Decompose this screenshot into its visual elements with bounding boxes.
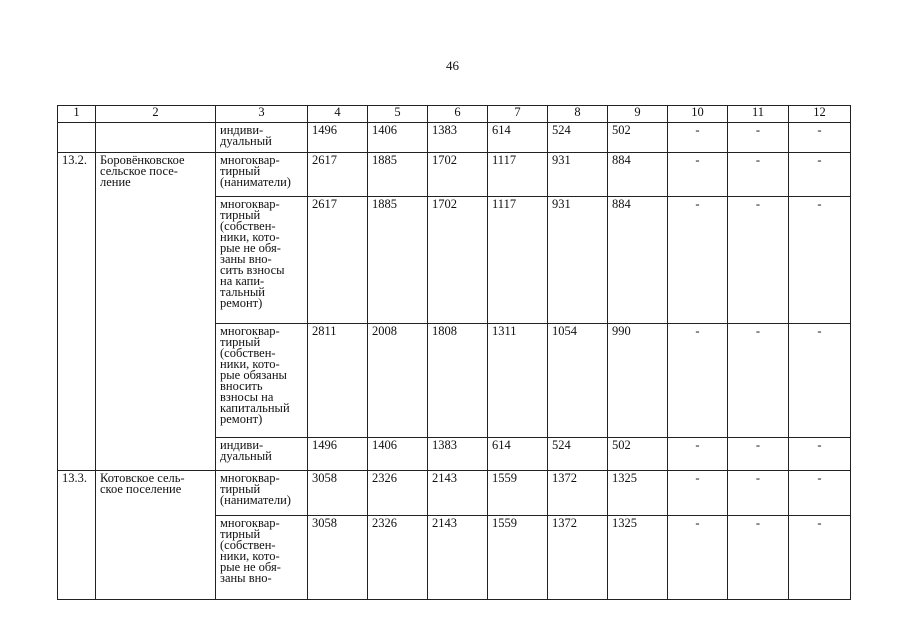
value-cell: 884 — [608, 197, 668, 324]
value-cell: 2143 — [428, 471, 488, 516]
table-row — [58, 153, 851, 197]
value-cell: 1885 — [368, 153, 428, 197]
page-number: 46 — [446, 58, 459, 73]
dash-cell: - — [668, 153, 728, 197]
dash-cell: - — [668, 516, 728, 600]
dash-cell: - — [728, 324, 789, 438]
value-cell: 884 — [608, 153, 668, 197]
dash-cell: - — [728, 438, 789, 471]
value-cell: 1496 — [308, 123, 368, 153]
value-cell: 1559 — [488, 516, 548, 600]
dash-cell: - — [789, 197, 851, 324]
value-cell: 1383 — [428, 123, 488, 153]
housing-type-cell: многоквар- тирный (собствен- ники, кото- рые обязаны вносить взносы на капитальный ремонт) — [216, 324, 308, 438]
value-cell: 1372 — [548, 471, 608, 516]
value-cell: 1372 — [548, 516, 608, 600]
dash-cell: - — [728, 516, 789, 600]
dash-cell: - — [789, 438, 851, 471]
value-cell: 3058 — [308, 471, 368, 516]
row-number-cell: 13.2. — [58, 153, 96, 471]
value-cell: 1496 — [308, 438, 368, 471]
value-cell: 2811 — [308, 324, 368, 438]
value-cell: 1885 — [368, 197, 428, 324]
value-cell: 2143 — [428, 516, 488, 600]
value-cell: 1702 — [428, 153, 488, 197]
row-number-cell — [58, 123, 96, 153]
settlement-cell — [96, 123, 216, 153]
table-row — [58, 123, 851, 153]
dash-cell: - — [789, 516, 851, 600]
settlement-cell: Котовское сель- ское поселение — [96, 471, 216, 600]
value-cell: 1054 — [548, 324, 608, 438]
header-cell: 8 — [548, 106, 608, 123]
value-cell: 2617 — [308, 153, 368, 197]
header-cell: 2 — [96, 106, 216, 123]
value-cell: 502 — [608, 438, 668, 471]
dash-cell: - — [728, 197, 789, 324]
header-cell: 5 — [368, 106, 428, 123]
settlement-cell: Боровёнковское сельское посе- ление — [96, 153, 216, 471]
value-cell: 2326 — [368, 471, 428, 516]
dash-cell: - — [789, 471, 851, 516]
housing-type-cell: многоквар- тирный (наниматели) — [216, 471, 308, 516]
header-cell: 12 — [789, 106, 851, 123]
value-cell: 2617 — [308, 197, 368, 324]
header-cell: 7 — [488, 106, 548, 123]
value-cell: 2326 — [368, 516, 428, 600]
value-cell: 614 — [488, 123, 548, 153]
dash-cell: - — [668, 471, 728, 516]
value-cell: 3058 — [308, 516, 368, 600]
header-cell: 6 — [428, 106, 488, 123]
table-row — [58, 471, 851, 516]
value-cell: 1311 — [488, 324, 548, 438]
header-cell: 10 — [668, 106, 728, 123]
value-cell: 2008 — [368, 324, 428, 438]
dash-cell: - — [668, 123, 728, 153]
value-cell: 524 — [548, 438, 608, 471]
header-cell: 1 — [58, 106, 96, 123]
value-cell: 614 — [488, 438, 548, 471]
row-number-cell: 13.3. — [58, 471, 96, 600]
housing-type-cell: многоквар- тирный (наниматели) — [216, 153, 308, 197]
dash-cell: - — [728, 471, 789, 516]
header-cell: 9 — [608, 106, 668, 123]
dash-cell: - — [728, 123, 789, 153]
header-cell: 3 — [216, 106, 308, 123]
value-cell: 1325 — [608, 471, 668, 516]
value-cell: 502 — [608, 123, 668, 153]
dash-cell: - — [789, 324, 851, 438]
value-cell: 1406 — [368, 123, 428, 153]
column-number-header — [58, 106, 851, 123]
value-cell: 1383 — [428, 438, 488, 471]
header-cell: 11 — [728, 106, 789, 123]
value-cell: 524 — [548, 123, 608, 153]
value-cell: 1406 — [368, 438, 428, 471]
value-cell: 1702 — [428, 197, 488, 324]
housing-type-cell: многоквар- тирный (собствен- ники, кото- рые не обя- заны вно- — [216, 516, 308, 600]
tariff-table — [57, 105, 851, 600]
value-cell: 1808 — [428, 324, 488, 438]
dash-cell: - — [668, 324, 728, 438]
housing-type-cell: индиви- дуальный — [216, 123, 308, 153]
header-cell: 4 — [308, 106, 368, 123]
value-cell: 1559 — [488, 471, 548, 516]
dash-cell: - — [789, 123, 851, 153]
dash-cell: - — [789, 153, 851, 197]
value-cell: 1117 — [488, 197, 548, 324]
value-cell: 1325 — [608, 516, 668, 600]
dash-cell: - — [728, 153, 789, 197]
dash-cell: - — [668, 197, 728, 324]
value-cell: 931 — [548, 153, 608, 197]
housing-type-cell: индиви- дуальный — [216, 438, 308, 471]
value-cell: 1117 — [488, 153, 548, 197]
dash-cell: - — [668, 438, 728, 471]
housing-type-cell: многоквар- тирный (собствен- ники, кото- рые не обя- заны вно- сить взносы на капи- тальный ремонт) — [216, 197, 308, 324]
value-cell: 931 — [548, 197, 608, 324]
value-cell: 990 — [608, 324, 668, 438]
